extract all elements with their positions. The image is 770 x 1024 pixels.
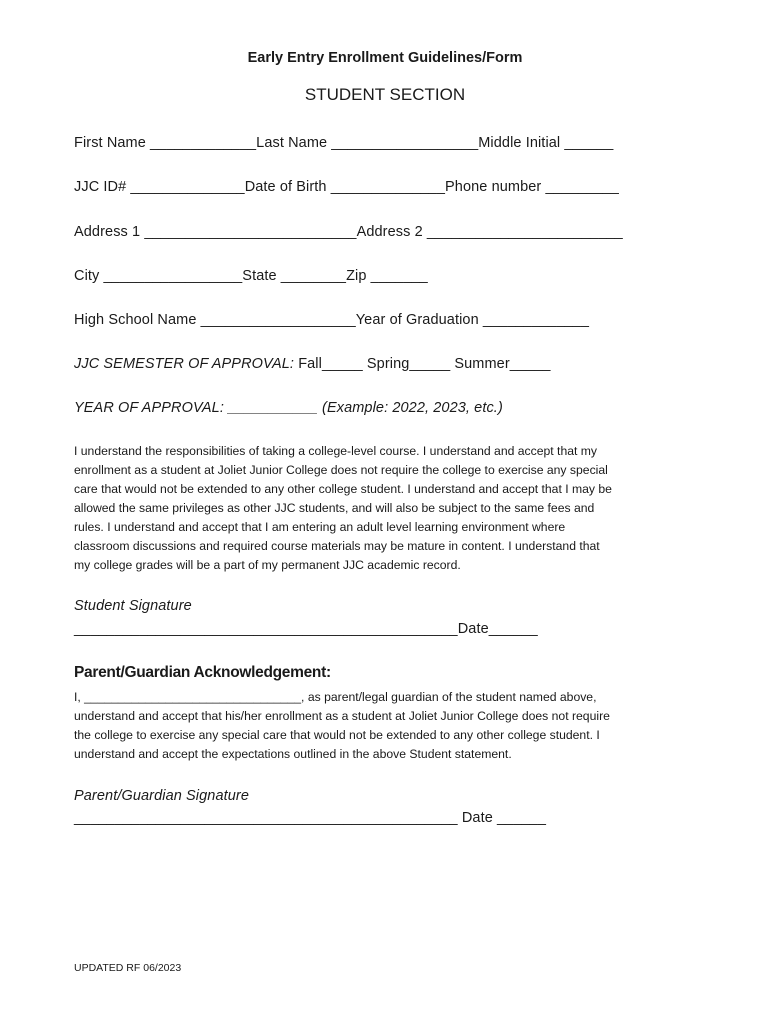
- student-signature-label: Student Signature: [74, 598, 192, 614]
- statement-line: enrollment as a student at Joliet Junior College does not require the college to exercise any special: [74, 463, 608, 477]
- parent-guardian-heading: Parent/Guardian Acknowledgement:: [74, 664, 331, 681]
- statement-line: understand and accept the expectations outlined in the above Student statement.: [74, 747, 512, 761]
- semester-approval-field[interactable]: [74, 356, 551, 372]
- statement-line: I understand the responsibilities of taking a college-level course. I understand and accept that my: [74, 444, 598, 458]
- semester-approval-label: JJC SEMESTER OF APPROVAL:: [74, 356, 295, 372]
- name-fields[interactable]: First Name _____________Last Name __________________Middle Initial ______: [74, 135, 614, 151]
- statement-line: allowed the same privileges as other JJC students, and will also be subject to the same fees and: [74, 501, 595, 515]
- parent-signature-line[interactable]: _______________________________________________ Date ______: [74, 810, 546, 826]
- statement-line[interactable]: I, ________________________________, as parent/legal guardian of the student named above,: [74, 690, 597, 704]
- semester-options[interactable]: Fall_____ Spring_____ Summer_____: [294, 356, 551, 372]
- school-graduation-fields[interactable]: High School Name ___________________Year of Graduation _____________: [74, 312, 589, 328]
- statement-line: care that would not be extended to any other college student. I understand and accept that I may be: [74, 482, 612, 496]
- student-signature-line[interactable]: _______________________________________________Date______: [74, 621, 538, 637]
- id-dob-phone-fields[interactable]: JJC ID# ______________Date of Birth ______________Phone number _________: [74, 179, 619, 195]
- statement-line: rules. I understand and accept that I am entering an adult level learning environment where: [74, 520, 566, 534]
- statement-line: my college grades will be a part of my permanent JJC academic record.: [74, 558, 461, 572]
- parent-signature-label: Parent/Guardian Signature: [74, 788, 249, 804]
- address-fields[interactable]: Address 1 __________________________Address 2 ________________________: [74, 224, 623, 240]
- statement-line: the college to exercise any special care that would not be extended to any other college student. I: [74, 728, 600, 742]
- student-statement: [74, 442, 694, 575]
- parent-statement: [74, 688, 694, 764]
- footer-revision: UPDATED RF 06/2023: [74, 962, 182, 974]
- statement-line: classroom discussions and required course materials may be mature in content. I understand that: [74, 539, 600, 553]
- year-approval-field[interactable]: YEAR OF APPROVAL: ___________ (Example: 2022, 2023, etc.): [74, 400, 503, 416]
- section-title: STUDENT SECTION: [304, 85, 466, 104]
- city-state-zip-fields[interactable]: City _________________State ________Zip _______: [74, 268, 428, 284]
- form-title: Early Entry Enrollment Guidelines/Form: [247, 50, 523, 66]
- statement-line: understand and accept that his/her enrollment as a student at Joliet Junior College does not require: [74, 709, 610, 723]
